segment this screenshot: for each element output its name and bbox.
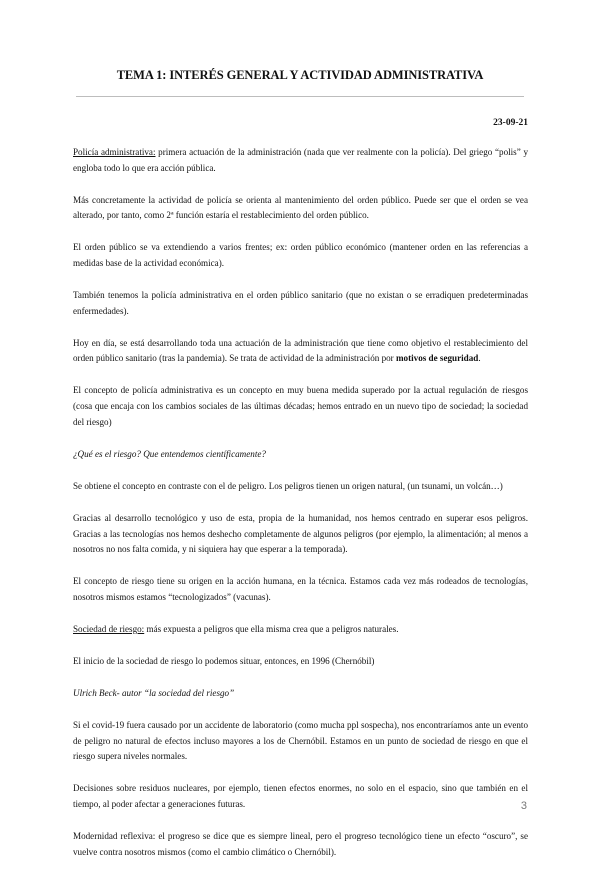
- paragraph-orden-economico: El orden público se va extendiendo a varios frentes; ex: orden público económico (mantener orden en las referencias a medidas base de la actividad económica).: [73, 242, 528, 268]
- paragraph-orden-sanitario: También tenemos la policía administrativa en el orden público sanitario (que no existan o se erradiquen predeterminadas enfermedades).: [73, 290, 528, 316]
- paragraph-text: primera actuación de la administración (nada que ver realmente con la policía). Del griego “polis” y engloba todo lo que era acción pública.: [73, 147, 528, 173]
- bold-motivos-seguridad: motivos de seguridad: [395, 353, 479, 364]
- document-date: 23-09-21: [493, 118, 528, 128]
- paragraph-covid: Si el covid-19 fuera causado por un accidente de laboratorio (como mucha ppl sospecha), nos encontraríamos ante un evento de peligro no natural de efectos incluso mayores a los de Chernóbil. Estamos en un punto de sociedad de riesgo en que el riesgo supera niveles normales.: [73, 720, 528, 762]
- paragraph-ulrich-beck: Ulrich Beck- autor “la sociedad del riesgo”: [73, 688, 235, 699]
- page-number: 3: [520, 800, 527, 812]
- paragraph-orden-publico: Más concretamente la actividad de policía se orienta al mantenimiento del orden público. Puede ser que el orden se vea alterado, por tanto, como 2ª función estaría el restablecimiento del orden público.: [73, 194, 528, 221]
- page-title: TEMA 1: INTERÉS GENERAL Y ACTIVIDAD ADMINISTRATIVA: [116, 68, 484, 82]
- paragraph-desarrollo-tecnologico: Gracias al desarrollo tecnológico y uso de esta, propia de la humanidad, nos hemos centrado en superar esos peligros. Gracias a las tecnologías nos hemos deshecho completamente de algunos peligros (por ejemplo, la alimentación; al menos a nosotros no nos falta comida, y ni siquiera hay que esperar a la temporada).: [73, 512, 528, 555]
- paragraph-text: más expuesta a peligros que ella misma crea que a peligros naturales.: [144, 623, 399, 634]
- paragraph-restablecimiento: [73, 336, 528, 367]
- paragraph-regulacion-riesgos: El concepto de policía administrativa es un concepto en muy buena medida superado por la actual regulación de riesgos (cosa que encaja con los cambios sociales de las últimas décadas; hemos entrado en un nuevo tipo de sociedad; la sociedad del riesgo): [73, 385, 528, 427]
- paragraph-end: .: [478, 353, 481, 364]
- title-divider: [76, 96, 524, 97]
- paragraph-concepto-riesgo: El concepto de riesgo tiene su origen en la acción humana, en la técnica. Estamos cada vez más rodeados de tecnologías, nosotros mismos estamos “tecnologizados” (vacunas).: [73, 576, 528, 602]
- term-policia-administrativa: Policía administrativa:: [73, 147, 156, 157]
- paragraph-sociedad-riesgo: [73, 622, 528, 638]
- paragraph-text: Hoy en día, se está desarrollando toda una actuación de la administración que tiene como objetivo el restablecimiento del orden público sanitario (tras la pandemia). Se trata de actividad de la administración por: [73, 337, 528, 364]
- paragraph-peligro: Se obtiene el concepto en contraste con el de peligro. Los peligros tienen un origen natural, (un tsunami, un volcán…): [73, 480, 503, 491]
- paragraph-policia-administrativa: [73, 145, 528, 176]
- paragraph-modernidad-reflexiva: Modernidad reflexiva: el progreso se dice que es siempre lineal, pero el progreso tecnológico tiene un efecto “oscuro”, se vuelve contra nosotros mismos (como el cambio climático o Chernóbil).: [73, 831, 528, 857]
- term-sociedad-riesgo: Sociedad de riesgo:: [73, 623, 145, 634]
- paragraph-residuos-nucleares: Decisiones sobre residuos nucleares, por ejemplo, tienen efectos enormes, no solo en el espacio, sino que también en el tiempo, al poder afectar a generaciones futuras.: [73, 783, 528, 810]
- document-body: [73, 145, 528, 877]
- question-que-es-riesgo: ¿Qué es el riesgo? Que entendemos científicamente?: [73, 448, 266, 459]
- paragraph-inicio-sociedad-riesgo: El inicio de la sociedad de riesgo lo podemos situar, entonces, en 1996 (Chernóbil): [73, 655, 375, 666]
